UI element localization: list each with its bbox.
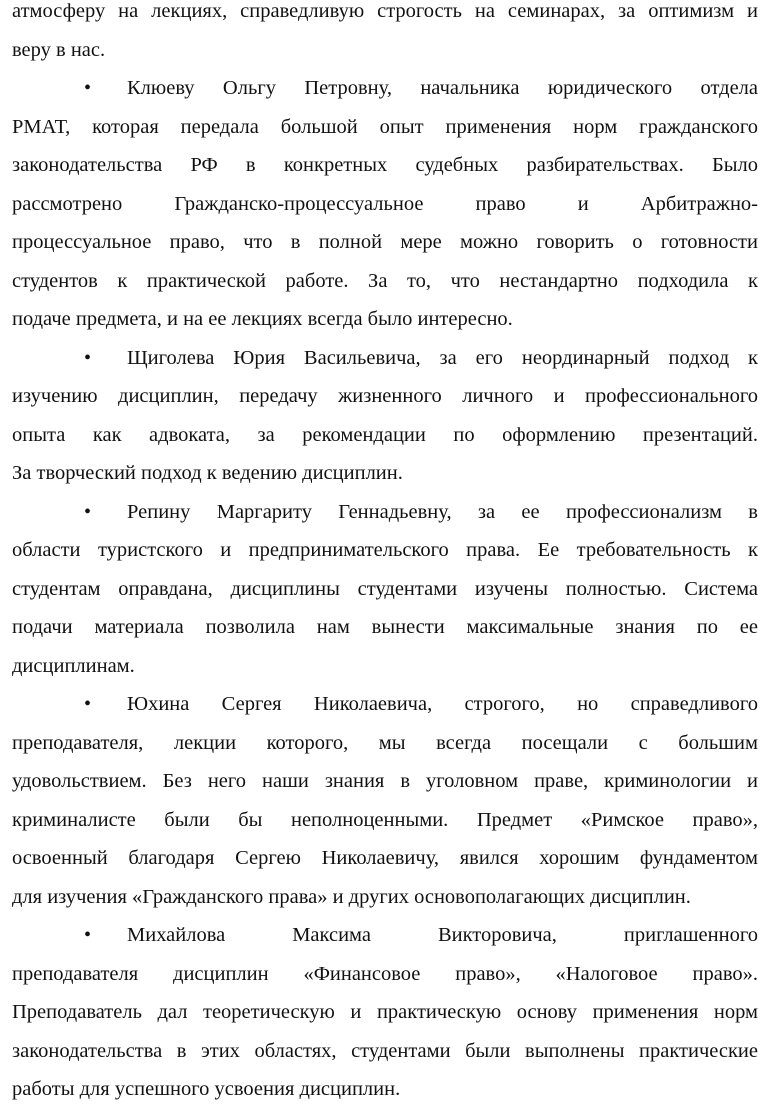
text-line (12, 493, 758, 532)
line-text: удовольствием. Без него наши знания в уголовном праве, криминологии и (12, 770, 758, 792)
line-text: опыта как адвоката, за рекомендации по оформлению презентаций. (12, 423, 758, 446)
line-text: криминалисте были бы неполноценными. Предмет «Римское право», (12, 808, 758, 831)
bullet-paragraph (12, 685, 758, 916)
text-line (12, 223, 758, 262)
line-text: атмосферу на лекциях, справедливую строгость на семинарах, за оптимизм и (12, 0, 758, 22)
text-line (12, 0, 758, 31)
bullet-paragraph (12, 916, 758, 1109)
line-text: Юхина Сергея Николаевича, строгого, но справедливого (127, 693, 758, 715)
line-text: преподавателя, лекции которого, мы всегда посещали с большим (12, 731, 758, 754)
text-line (12, 531, 758, 570)
text-line (12, 146, 758, 185)
text-line (12, 839, 758, 878)
bullet-paragraph (12, 493, 758, 686)
text-line (12, 300, 758, 339)
line-text: рассмотрено Гражданско-процессуальное право и Арбитражно- (12, 192, 758, 215)
bullet-paragraph (12, 69, 758, 339)
text-line (12, 878, 758, 917)
line-text: Щиголева Юрия Васильевича, за его неординарный подход к (127, 346, 758, 369)
bullet-paragraph (12, 339, 758, 493)
line-text: преподавателя дисциплин «Финансовое право», «Налоговое право». (12, 962, 758, 985)
text-line (12, 31, 758, 70)
bullet-icon: • (84, 924, 92, 946)
line-text: веру в нас. (12, 38, 106, 61)
text-line (12, 339, 758, 378)
line-text: подаче предмета, и на ее лекциях всегда было интересно. (12, 308, 513, 330)
line-text: дисциплинам. (12, 654, 135, 677)
text-line (12, 993, 758, 1032)
line-text: студентов к практической работе. За то, что нестандартно подходила к (12, 269, 758, 292)
line-text: Преподаватель дал теоретическую и практическую основу применения норм (12, 1001, 758, 1023)
bullet-icon: • (84, 77, 92, 99)
line-text: процессуальное право, что в полной мере можно говорить о готовности (12, 231, 758, 253)
bullet-icon: • (84, 693, 92, 715)
line-text: Михайлова Максима Викторовича, приглашенного (127, 924, 758, 946)
text-line (12, 724, 758, 763)
text-line (12, 262, 758, 301)
line-text: работы для успешного усвоения дисциплин. (12, 1078, 401, 1100)
text-line (12, 762, 758, 801)
bullet-icon: • (84, 346, 92, 369)
line-text: За творческий подход к ведению дисциплин. (12, 462, 403, 484)
text-line (12, 416, 758, 455)
line-text: законодательства в этих областях, студентами были выполнены практические (12, 1039, 758, 1062)
line-text: Репину Маргариту Геннадьевну, за ее профессионализм в (127, 500, 758, 523)
bullet-icon: • (84, 500, 92, 523)
text-line (12, 647, 758, 686)
text-line (12, 955, 758, 994)
text-line (12, 1032, 758, 1071)
paragraph (12, 0, 758, 69)
document-page (12, 0, 758, 1109)
text-line (12, 608, 758, 647)
line-text: области туристского и предпринимательского права. Ее требовательность к (12, 539, 758, 561)
line-text: изучению дисциплин, передачу жизненного личного и профессионального (12, 385, 758, 407)
text-line (12, 185, 758, 224)
line-text: подачи материала позволила нам вынести максимальные знания по ее (12, 616, 758, 638)
text-line (12, 69, 758, 108)
text-line (12, 1070, 758, 1109)
line-text: законодательства РФ в конкретных судебных разбирательствах. Было (12, 154, 758, 176)
text-line (12, 108, 758, 147)
text-line (12, 916, 758, 955)
line-text: для изучения «Гражданского права» и других основополагающих дисциплин. (12, 885, 691, 908)
text-line (12, 685, 758, 724)
line-text: освоенный благодаря Сергею Николаевичу, явился хорошим фундаментом (12, 847, 758, 869)
line-text: Клюеву Ольгу Петровну, начальника юридического отдела (127, 77, 758, 99)
text-line (12, 377, 758, 416)
line-text: студентам оправдана, дисциплины студентами изучены полностью. Система (12, 577, 758, 600)
text-line (12, 454, 758, 493)
text-line (12, 801, 758, 840)
line-text: РМАТ, которая передала большой опыт применения норм гражданского (12, 115, 758, 138)
text-line (12, 570, 758, 609)
